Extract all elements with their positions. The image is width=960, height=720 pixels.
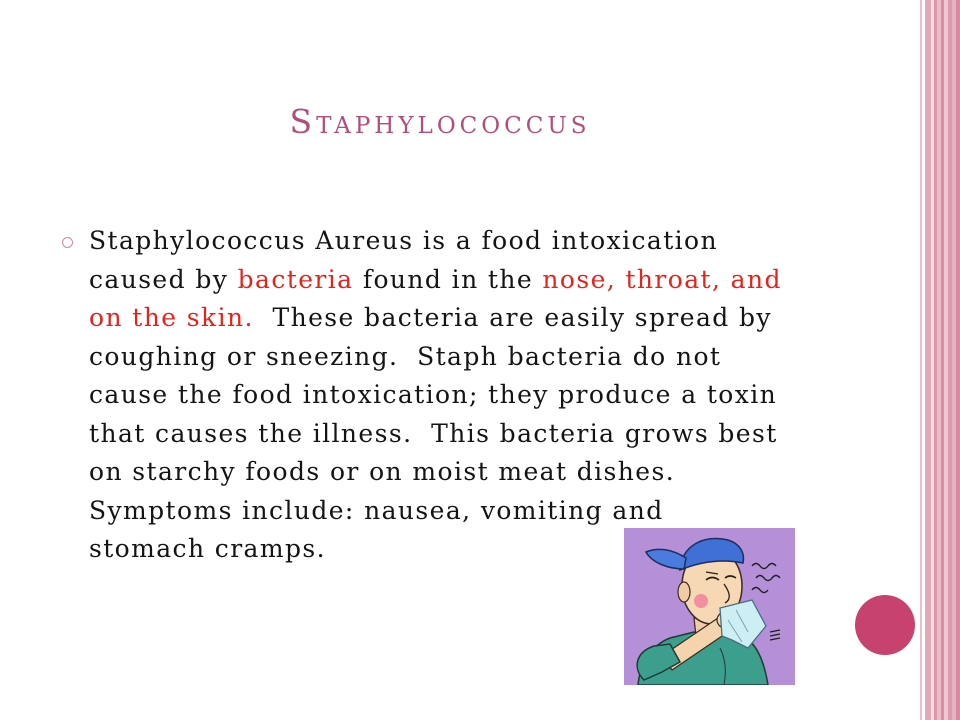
bullet-text-line — [89, 492, 782, 531]
side-stripe — [920, 0, 922, 720]
body-text: These bacteria are easily spread by — [253, 303, 772, 332]
bullet-text-line — [89, 299, 782, 338]
body-text: Symptoms include: nausea, vomiting and — [89, 495, 664, 525]
body-text: coughing or sneezing. Staph bacteria do not — [89, 341, 722, 371]
bullet-text-line — [89, 415, 782, 454]
bullet-text-line — [89, 261, 782, 300]
bullet-text-line — [89, 376, 782, 415]
open-circle-bullet-icon — [62, 237, 73, 248]
side-stripe — [956, 0, 960, 720]
pink-cheek — [694, 594, 708, 608]
slide-title: Staphylococcus — [289, 102, 591, 141]
bullet-text-line — [89, 338, 782, 377]
bullet-text — [89, 222, 782, 569]
body-text: caused by — [89, 264, 238, 294]
highlighted-text: nose, throat, and — [542, 264, 782, 294]
body-text: found in the — [353, 264, 543, 294]
body-text: that causes the illness. This bacteria grows best — [89, 418, 778, 448]
body-text: cause the food intoxication; they produce a toxin — [89, 380, 778, 409]
highlighted-text: on the skin. — [89, 303, 254, 332]
body-text: Staphylococcus Aureus is a food intoxication — [89, 226, 718, 255]
highlighted-text: bacteria — [237, 264, 354, 294]
person-ear — [678, 582, 690, 602]
bullet-text-line — [89, 222, 782, 261]
body-text: stomach cramps. — [89, 534, 326, 563]
accent-circle — [855, 595, 915, 655]
bullet-text-line — [89, 453, 782, 492]
body-text: on starchy foods or on moist meat dishes. — [89, 457, 676, 486]
sneezing-person-clipart — [624, 528, 795, 685]
